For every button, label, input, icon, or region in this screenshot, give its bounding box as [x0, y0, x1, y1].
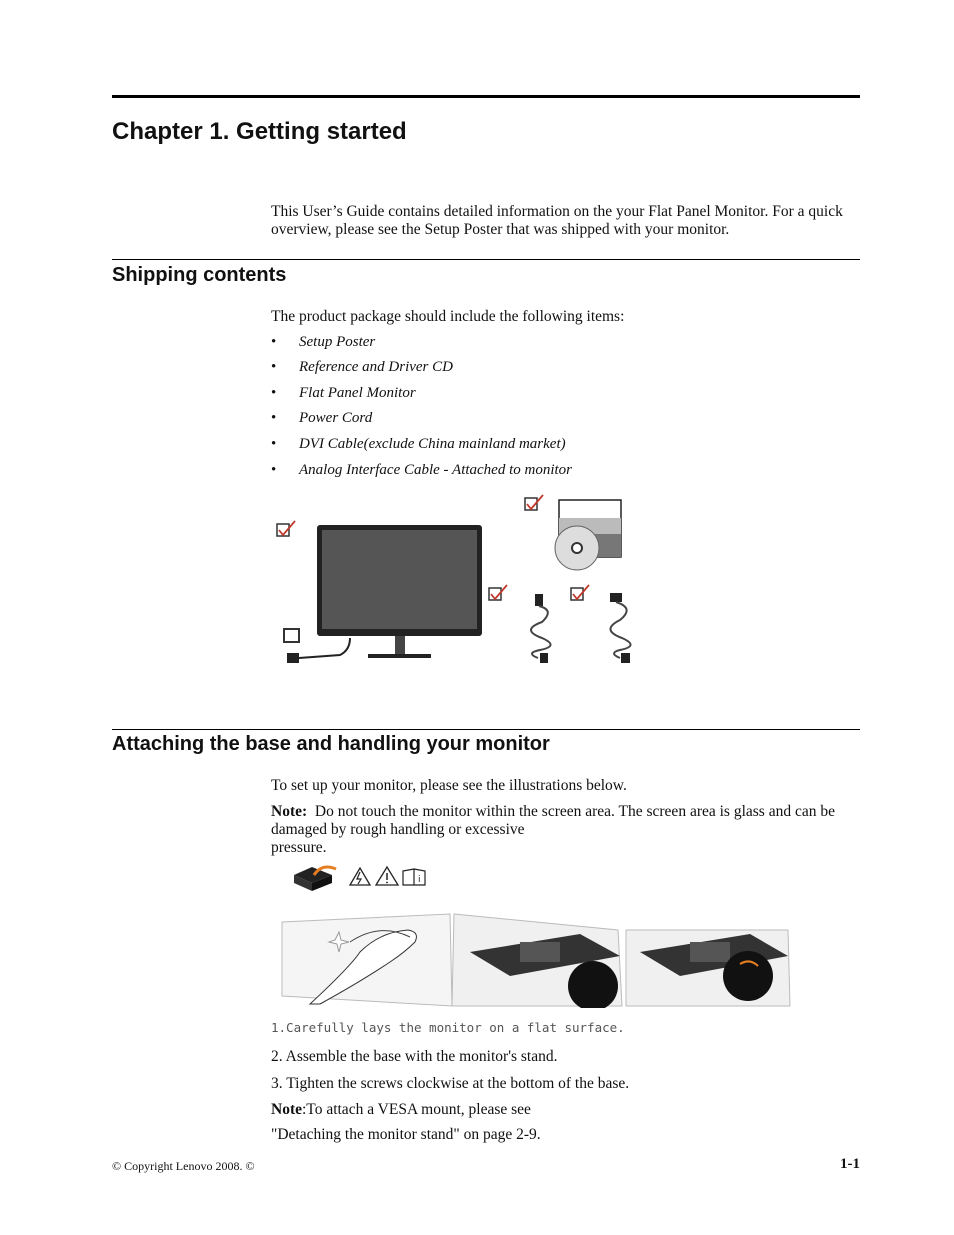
- monitor-icon: [317, 525, 482, 658]
- checkbox-icon: [489, 585, 507, 600]
- list-item-text: Setup Poster: [299, 334, 376, 350]
- bullet: •: [271, 385, 277, 401]
- list-item-text: Analog Interface Cable - Attached to monitor: [299, 462, 573, 478]
- shipping-lead: The product package should include the following items:: [271, 308, 625, 325]
- note-label: Note:: [271, 803, 308, 820]
- list-item-text: Power Cord: [299, 410, 373, 426]
- list-item-text: Flat Panel Monitor: [299, 385, 416, 401]
- checkbox-icon: [571, 585, 589, 600]
- svg-text:i: i: [418, 875, 421, 885]
- section-rule-attaching: [112, 729, 860, 730]
- bullet: •: [271, 359, 277, 375]
- tighten-screws-illustration: [626, 930, 790, 1006]
- power-cord-icon: [531, 594, 551, 663]
- assembly-illustrations: [280, 912, 792, 1008]
- vesa-note: [271, 1101, 531, 1119]
- caution-icons: [292, 863, 432, 893]
- checkbox-icon: [277, 521, 295, 536]
- list-item-text: DVI Cable(exclude China mainland market): [299, 436, 566, 452]
- vesa-note-reference: "Detaching the monitor stand" on page 2-9.: [271, 1126, 541, 1143]
- attach-base-illustration: [452, 914, 622, 1008]
- attaching-lead: To set up your monitor, please see the illustrations below.: [271, 777, 627, 794]
- box-icon: [294, 867, 336, 891]
- note-paragraph: [271, 803, 859, 839]
- step-3: 3. Tighten the screws clockwise at the bottom of the base.: [271, 1075, 630, 1092]
- bullet: •: [271, 436, 277, 452]
- electric-hazard-icon: [350, 868, 370, 885]
- section-rule-shipping: [112, 259, 860, 260]
- list-item-text: Reference and Driver CD: [299, 359, 453, 375]
- wipe-surface-illustration: [282, 914, 452, 1006]
- page-number: 1-1: [840, 1156, 860, 1172]
- copyright: © Copyright Lenovo 2008. ©: [112, 1159, 255, 1173]
- step-1: 1.Carefully lays the monitor on a flat surface.: [271, 1020, 625, 1035]
- vesa-note-text: :To attach a VESA mount, please see: [302, 1101, 531, 1118]
- manual-info-icon: [403, 869, 425, 885]
- note-text: Do not touch the monitor within the screen area. The screen area is glass and can be damaged by rough handling or excessive: [271, 803, 835, 838]
- dvi-cable-icon: [610, 593, 631, 663]
- shipping-heading: Shipping contents: [112, 264, 287, 286]
- cd-and-poster-icon: [555, 500, 621, 570]
- bullet: •: [271, 334, 277, 350]
- note-continuation: pressure.: [271, 839, 327, 856]
- bullet: •: [271, 410, 277, 426]
- warning-icon: [376, 867, 398, 885]
- checkbox-icon: [525, 495, 543, 510]
- chapter-title: Chapter 1. Getting started: [112, 118, 407, 145]
- vesa-note-label: Note: [271, 1101, 302, 1118]
- shipping-contents-illustration: [270, 490, 650, 670]
- attaching-heading: Attaching the base and handling your monitor: [112, 733, 550, 755]
- chapter-rule: [112, 95, 860, 98]
- bullet: •: [271, 462, 277, 478]
- intro-paragraph: This User’s Guide contains detailed information on the your Flat Panel Monitor. For a quick overview, please see the Setup Poster that was shipped with your monitor.: [271, 203, 843, 238]
- step-2: 2. Assemble the base with the monitor's stand.: [271, 1048, 558, 1065]
